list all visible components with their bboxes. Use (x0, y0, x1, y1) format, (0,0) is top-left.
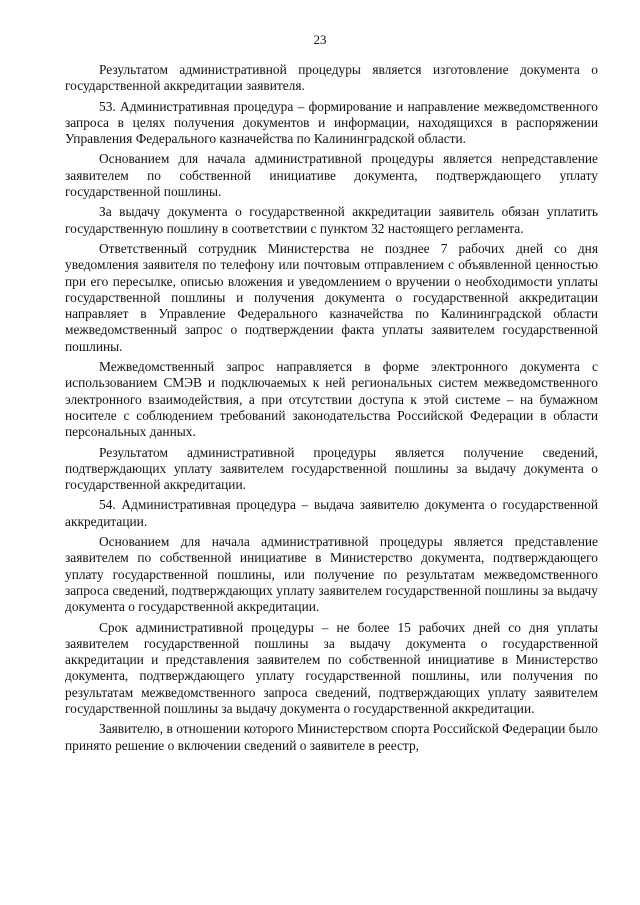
paragraph: За выдачу документа о государственной аккредитации заявитель обязан уплатить государственную пошлину в соответствии с пунктом 32 настоящего регламента. (65, 204, 598, 236)
paragraph: 54. Административная процедура – выдача заявителю документа о государственной аккредитации. (65, 497, 598, 529)
paragraph: Срок административной процедуры – не более 15 рабочих дней со дня уплаты заявителем государственной пошлины за выдачу документа о государственной аккредитации и представления заявителем по собственной инициативе в Министерство документа, подтверждающего уплату государственной пошлины, или получения по результатам межведомственного запроса сведений, подтверждающих уплату заявителем государственной пошлины за выдачу документа о государственной аккредитации. (65, 619, 598, 716)
paragraph: 53. Административная процедура – формирование и направление межведомственного запроса в целях получения документов и информации, находящихся в распоряжении Управления Федерального казначейства по Калининградской области. (65, 98, 598, 147)
paragraph: Межведомственный запрос направляется в форме электронного документа с использованием СМЭВ и подключаемых к ней региональных систем межведомственного электронного взаимодействия, а при отсутствии доступа к этой системе – на бумажном носителе с соблюдением требований законодательства Российской Федерации в области персональных данных. (65, 359, 598, 440)
page-number: 23 (313, 32, 327, 47)
paragraph: Основанием для начала административной процедуры является представление заявителем по собственной инициативе в Министерство документа, подтверждающего уплату государственной пошлины, или получение по результатам межведомственного запроса сведений, подтверждающих уплату заявителем государственной пошлины за выдачу документа о государственной аккредитации. (65, 534, 598, 615)
paragraph: Результатом административной процедуры является получение сведений, подтверждающих уплату заявителем государственной пошлины за выдачу документа о государственной аккредитации. (65, 444, 598, 493)
paragraph: Заявителю, в отношении которого Министерством спорта Российской Федерации было принято решение о включении сведений о заявителе в реестр, (65, 721, 598, 753)
paragraph: Результатом административной процедуры является изготовление документа о государственной аккредитации заявителя. (65, 62, 598, 94)
paragraph: Ответственный сотрудник Министерства не позднее 7 рабочих дней со дня уведомления заявителя по телефону или почтовым отправлением с объявленной ценностью при его пересылке, описью вложения и уведомлением о вручении о необходимости уплаты государственной пошлины и получения документа о государственной аккредитации направляет в Управление Федерального казначейства по Калининградской области межведомственный запрос о подтверждении факта уплаты заявителем государственной пошлины. (65, 240, 598, 354)
paragraph: Основанием для начала административной процедуры является непредставление заявителем по собственной инициативе документа, подтверждающего уплату государственной пошлины. (65, 151, 598, 200)
document-body (65, 62, 598, 758)
